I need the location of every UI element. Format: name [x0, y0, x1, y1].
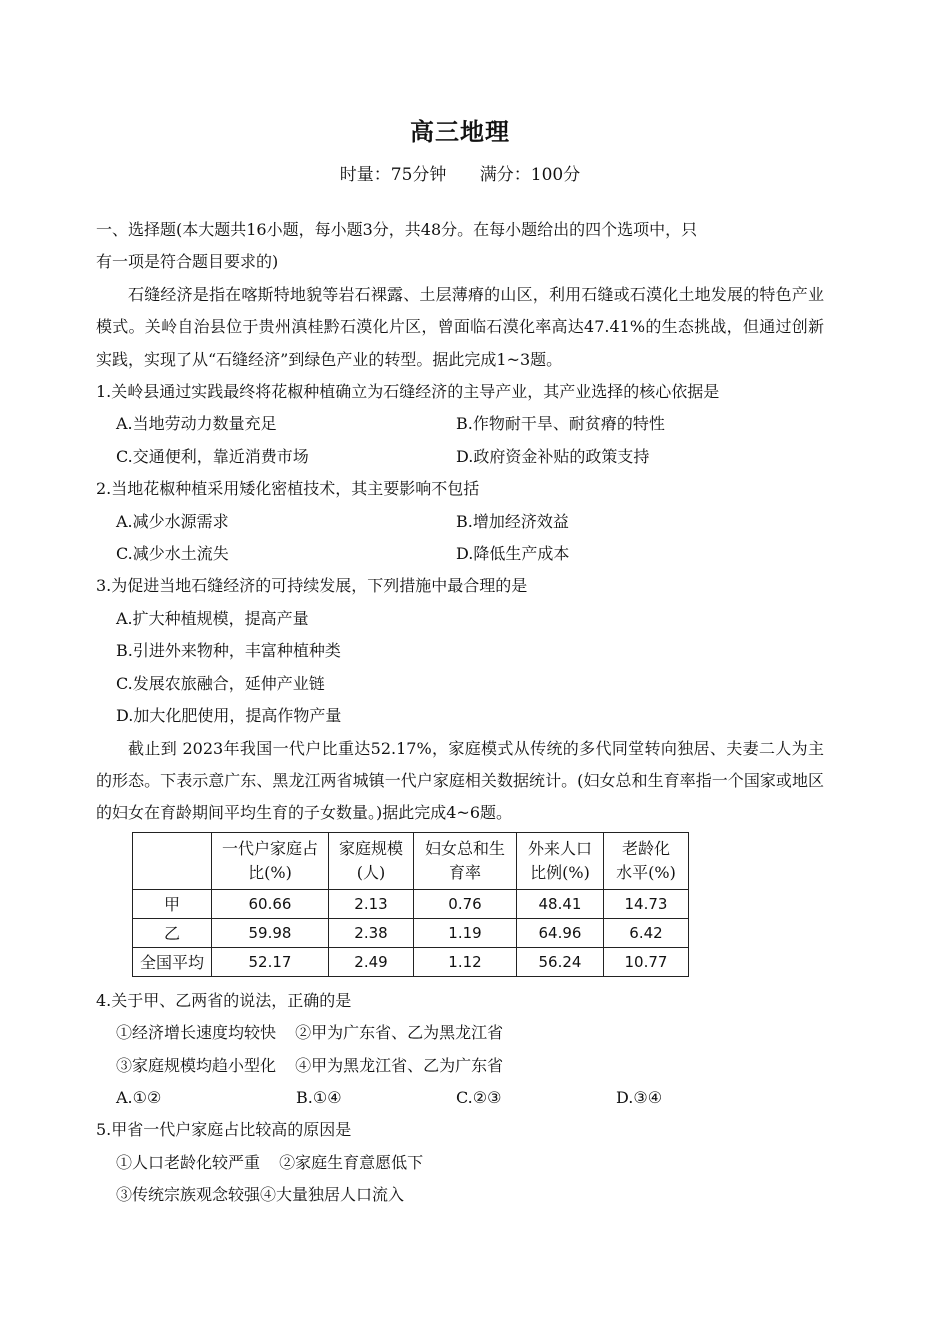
question-4-stem: 4.关于甲、乙两省的说法，正确的是 — [96, 990, 352, 1010]
question-2-stem: 2.当地花椒种植采用矮化密植技术，其主要影响不包括 — [96, 479, 480, 499]
option-d: D.政府资金补贴的政策支持 — [456, 446, 650, 466]
table-cell: 全国平均 — [133, 947, 212, 976]
table-row — [133, 889, 689, 918]
question-5-statements — [96, 1147, 824, 1179]
question-1-options — [96, 408, 824, 473]
table-cell: 59.98 — [212, 918, 329, 947]
option-a: A.①② — [116, 1087, 162, 1107]
table-cell: 2.49 — [329, 947, 414, 976]
exam-info — [0, 160, 920, 185]
table-row — [133, 947, 689, 976]
table-header-cell: 妇女总和生 育率 — [414, 832, 517, 889]
question-5-statements — [96, 1179, 824, 1211]
option-b: B.作物耐干旱、耐贫瘠的特性 — [456, 414, 665, 434]
statement-4: ④甲为黑龙江省、乙为广东省 — [295, 1055, 504, 1075]
passage-1: 石缝经济是指在喀斯特地貌等岩石裸露、土层薄瘠的山区，利用石缝或石漠化土地发展的特色产业模式。关岭自治县位于贵州滇桂黔石漠化片区，曾面临石漠化率高达47.41%的生态挑战，但通过创新实践，实现了从“石缝经济”到绿色产业的转型。据此完成1~3题。 — [96, 284, 824, 369]
option-c: C.减少水土流失 — [116, 544, 229, 564]
option-c: C.发展农旅融合，延伸产业链 — [116, 673, 325, 693]
question-4-statements — [96, 1017, 824, 1049]
option-b: B.①④ — [296, 1087, 342, 1107]
statement-1: ①经济增长速度均较快 — [116, 1023, 277, 1043]
table-cell: 2.13 — [329, 889, 414, 918]
passage-2: 截止到 2023年我国一代户比重达52.17%，家庭模式从传统的多代同堂转向独居、夫妻二人为主的形态。下表示意广东、黑龙江两省城镇一代户家庭相关数据统计。(妇女总和生育率指一个国家或地区的妇女在育龄期间平均生育的子女数量。)据此完成4~6题。 — [96, 738, 824, 823]
table-cell: 60.66 — [212, 889, 329, 918]
option-d: D.降低生产成本 — [456, 544, 570, 564]
table-header-cell: 老龄化 水平(%) — [604, 832, 689, 889]
option-d: D.加大化肥使用，提高作物产量 — [116, 706, 342, 726]
page-title: 高三地理 — [410, 118, 510, 146]
option-c: C.②③ — [456, 1087, 502, 1107]
statement-1: ①人口老龄化较严重 — [116, 1152, 261, 1172]
table-cell: 10.77 — [604, 947, 689, 976]
option-a: A.减少水源需求 — [116, 511, 229, 531]
statement-3: ③传统宗族观念较强④大量独居人口流入 — [116, 1185, 405, 1205]
table-header-row — [133, 832, 689, 889]
statement-2: ②甲为广东省、乙为黑龙江省 — [295, 1023, 504, 1043]
table-cell: 0.76 — [414, 889, 517, 918]
question-1-stem: 1.关岭县通过实践最终将花椒种植确立为石缝经济的主导产业，其产业选择的核心依据是 — [96, 382, 720, 402]
table-cell: 52.17 — [212, 947, 329, 976]
table-header-cell — [133, 832, 212, 889]
table-cell: 56.24 — [517, 947, 604, 976]
question-2-options — [96, 506, 824, 571]
question-5-stem: 5.甲省一代户家庭占比较高的原因是 — [96, 1120, 352, 1140]
option-b: B.增加经济效益 — [456, 511, 569, 531]
table-cell: 甲 — [133, 889, 212, 918]
statement-2: ②家庭生育意愿低下 — [279, 1152, 424, 1172]
option-b: B.引进外来物种，丰富种植种类 — [116, 641, 341, 661]
option-a: A.扩大种植规模，提高产量 — [116, 608, 309, 628]
question-3-stem: 3.为促进当地石缝经济的可持续发展，下列措施中最合理的是 — [96, 576, 528, 596]
section-heading: 一、选择题(本大题共16小题，每小题3分，共48分。在每小题给出的四个选项中，只 — [96, 220, 698, 239]
table-header-cell: 家庭规模 (人) — [329, 832, 414, 889]
exam-body — [96, 214, 824, 1212]
table-cell: 1.12 — [414, 947, 517, 976]
question-4-options — [96, 1082, 824, 1114]
section-heading-cont: 有一项是符合题目要求的) — [96, 252, 279, 272]
household-data-table — [132, 832, 689, 977]
table-cell: 14.73 — [604, 889, 689, 918]
table-cell: 48.41 — [517, 889, 604, 918]
question-4-statements — [96, 1050, 824, 1082]
table-cell: 1.19 — [414, 918, 517, 947]
table-cell: 64.96 — [517, 918, 604, 947]
full-score: 满分：100分 — [479, 165, 581, 185]
time-limit: 时量：75分钟 — [339, 165, 447, 185]
option-c: C.交通便利，靠近消费市场 — [116, 446, 309, 466]
table-row — [133, 918, 689, 947]
table-cell: 2.38 — [329, 918, 414, 947]
table-header-cell: 一代户家庭占 比(%) — [212, 832, 329, 889]
option-d: D.③④ — [616, 1087, 663, 1107]
table-cell: 6.42 — [604, 918, 689, 947]
table-cell: 乙 — [133, 918, 212, 947]
option-a: A.当地劳动力数量充足 — [116, 414, 277, 434]
statement-3: ③家庭规模均趋小型化 — [116, 1055, 277, 1075]
table-header-cell: 外来人口 比例(%) — [517, 832, 604, 889]
